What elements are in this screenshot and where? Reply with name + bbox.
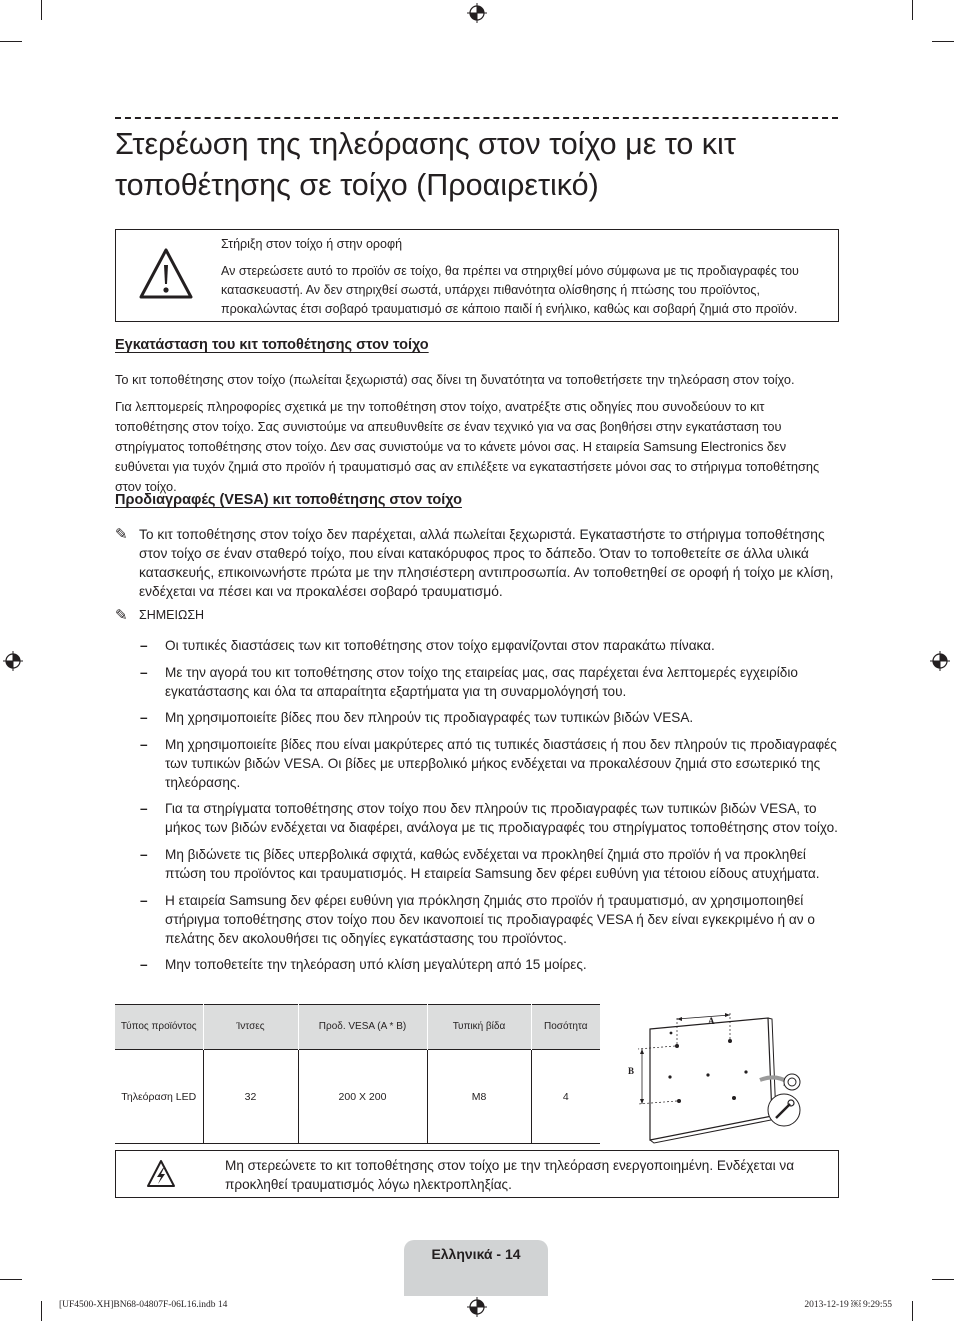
table-cell: 4 bbox=[531, 1050, 600, 1144]
electric-shock-icon bbox=[146, 1159, 176, 1189]
caution-box bbox=[115, 229, 839, 322]
section-heading-installation: Εγκατάσταση του κιτ τοποθέτησης στον τοίχο bbox=[115, 337, 429, 353]
table-header-cell: Τύπος προϊόντος bbox=[115, 1005, 203, 1050]
table-header-cell: Ποσότητα bbox=[531, 1005, 600, 1050]
table-cell: 200 X 200 bbox=[298, 1050, 427, 1144]
list-item: – Μη χρησιμοποιείτε βίδες που δεν πληρούν τις προδιαγραφές των τυπικών βιδών VESA. bbox=[140, 710, 694, 726]
list-item: – Μη χρησιμοποιείτε βίδες που είναι μακρύτερες από τις τυπικές διαστάσεις ή που δεν πληρούν τις προδιαγραφές των τυπικών βιδών VESA. Οι βίδες με υπερβολικό μήκος ενδέχεται να προκαλέσουν ζημιά στο εσωτερικό της τηλεόρασης. bbox=[140, 736, 837, 790]
page-number: Ελληνικά - 14 bbox=[431, 1246, 521, 1262]
table-header-cell: Τυπική βίδα bbox=[427, 1005, 531, 1050]
table-header-row bbox=[115, 1005, 600, 1050]
footer-timestamp: 2013-12-19 ￼ 9:29:55 bbox=[804, 1300, 892, 1310]
list-item: – Για τα στηρίγματα τοποθέτησης στον τοίχο που δεν πληρούν τις προδιαγραφές των τυπικών βιδών VESA, το μήκος των βιδών ενδέχεται να διαφέρει, ανάλογα με τις προδιαγραφές του στηρίγματος τοποθέτησης στον τοίχο. bbox=[140, 801, 838, 836]
title-divider bbox=[115, 117, 838, 119]
crop-mark bbox=[932, 41, 954, 42]
vesa-spec-table bbox=[115, 1004, 600, 1144]
electric-shock-warning-box bbox=[115, 1150, 839, 1198]
paragraph: Για λεπτομερείς πληροφορίες σχετικά με την τοποθέτηση στον τοίχο, ανατρέξτε στις οδηγίες που συνοδεύουν το κιτ τοποθέτησης στον τοίχο. Σας συνιστούμε να απευθυνθείτε σε έναν τεχνικό για να σας βοηθήσει στην εγκατάσταση του στηρίγματος τοποθέτησης στον τοίχο. Δεν σας συνιστούμε να το κάνετε μόνοι σας. Η εταιρεία Samsung Electronics δεν ευθύνεται για τυχόν ζημιά στο προϊόν ή τραυματισμό σας αν επιλέξετε να εγκαταστήσετε μόνοι σας το στήριγμα τοποθέτησης στον τοίχο. bbox=[115, 399, 820, 494]
caution-body: Αν στερεώσετε αυτό το προϊόν σε τοίχο, θα πρέπει να στηριχθεί μόνο σύμφωνα με τις προδιαγραφές του κατασκευαστή. Αν δεν στηριχθεί σωστά, υπάρχει πιθανότητα ολίσθησης ή πτώσης του προϊόντος, προκαλώντας έτσι σοβαρό τραυματισμό σε κάποιο παιδί ή ενήλικο, καθώς και σοβαρή ζημιά στο προϊόν. bbox=[221, 264, 799, 316]
electric-shock-warning-text: Μη στερεώνετε το κιτ τοποθέτησης στον τοίχο με την τηλεόραση ενεργοποιημένη. Ενδέχεται να προκληθεί τραυματισμός λόγω ηλεκτροπληξίας. bbox=[225, 1158, 795, 1192]
section-heading-vesa: Προδιαγραφές (VESA) κιτ τοποθέτησης στον τοίχο bbox=[115, 492, 462, 508]
table-header-cell: Ίντσες bbox=[203, 1005, 298, 1050]
table-cell: Τηλεόραση LED bbox=[115, 1050, 203, 1144]
registration-mark-icon bbox=[467, 3, 487, 23]
crop-mark bbox=[41, 0, 42, 20]
table-cell: M8 bbox=[427, 1050, 531, 1144]
crop-mark bbox=[912, 1301, 913, 1321]
list-item: – Μη βιδώνετε τις βίδες υπερβολικά σφιχτά, καθώς ενδέχεται να προκληθεί ζημιά στο προϊόν ή να προκληθεί πτώση του προϊόντος και τραυματισμός. Η εταιρεία Samsung δεν φέρει ευθύνη για τέτοιου είδους ατυχήματα. bbox=[140, 846, 820, 881]
crop-mark bbox=[0, 41, 22, 42]
footer-file-info: [UF4500-XH]BN68-04807F-06L16.indb 14 bbox=[59, 1300, 228, 1310]
list-item: – Οι τυπικές διαστάσεις των κιτ τοποθέτησης στον τοίχο εμφανίζονται στον παρακάτω πίνακα. bbox=[140, 638, 715, 653]
pencil-icon: ✎ bbox=[115, 607, 128, 624]
note-text: Το κιτ τοποθέτησης στον τοίχο δεν παρέχεται, αλλά πωλείται ξεχωριστά. Εγκαταστήστε το στήριγμα τοποθέτησης στον τοίχο σε έναν σταθερό τοίχο, που είναι κατακόρυφος προς το δάπεδο. Όταν το τοποθετείτε σε άλλα υλικά κατασκευής, επικοινωνήστε πρώτα με την πλησιέστερη αντιπροσωπία. Αν τοποθετηθεί σε οροφή ή τοίχο με κλίση, ενδέχεται να πέσει και να προκαλέσει σοβαρό τραυματισμό. bbox=[139, 527, 834, 599]
table-cell: 32 bbox=[203, 1050, 298, 1144]
registration-mark-icon bbox=[930, 651, 950, 671]
list-item: – Μην τοποθετείτε την τηλεόραση υπό κλίση μεγαλύτερη από 15 μοίρες. bbox=[140, 957, 587, 973]
page-title: Στερέωση της τηλεόρασης στον τοίχο με το κιτ τοποθέτησης σε τοίχο (Προαιρετικό) bbox=[115, 127, 736, 202]
paragraph: Το κιτ τοποθέτησης στον τοίχο (πωλείται ξεχωριστά) σας δίνει τη δυνατότητα να τοποθετήσετε την τηλεόραση στον τοίχο. bbox=[115, 372, 795, 387]
crop-mark bbox=[932, 1279, 954, 1280]
dimension-label-a: A bbox=[708, 1016, 715, 1026]
table-row bbox=[115, 1050, 600, 1144]
dimension-label-b: B bbox=[628, 1066, 635, 1076]
caution-heading: Στήριξη στον τοίχο ή στην οροφή bbox=[221, 237, 403, 251]
tv-wall-mount-diagram bbox=[620, 1004, 840, 1149]
table-header-cell: Προδ. VESA (A * B) bbox=[298, 1005, 427, 1050]
registration-mark-icon bbox=[467, 1297, 487, 1317]
crop-mark bbox=[912, 0, 913, 20]
crop-mark bbox=[0, 1279, 22, 1280]
note-label: ΣΗΜΕΙΩΣΗ bbox=[139, 608, 205, 622]
registration-mark-icon bbox=[3, 651, 23, 671]
crop-mark bbox=[41, 1301, 42, 1321]
note-bullet-list bbox=[140, 636, 840, 982]
exclamation-triangle-icon bbox=[138, 246, 194, 302]
pencil-icon: ✎ bbox=[115, 526, 128, 543]
list-item: – Με την αγορά του κιτ τοποθέτησης στον τοίχο της εταιρείας μας, σας παρέχεται ένα λεπτομερές εγχειρίδιο εγκατάστασης και όλα τα απαραίτητα εξαρτήματα για τη συναρμολόγησή του. bbox=[140, 664, 798, 699]
list-item: – Η εταιρεία Samsung δεν φέρει ευθύνη για πρόκληση ζημιάς στο προϊόν ή τραυματισμό, αν χρησιμοποιηθεί στήριγμα τοποθέτησης στον τοίχο που δεν ικανοποιεί τις προδιαγραφές VESA ή δεν είναι εγκεκριμένο ή αν ο πελάτης δεν ακολουθήσει τις οδηγίες εγκατάστασης του προϊόντος. bbox=[140, 892, 815, 946]
